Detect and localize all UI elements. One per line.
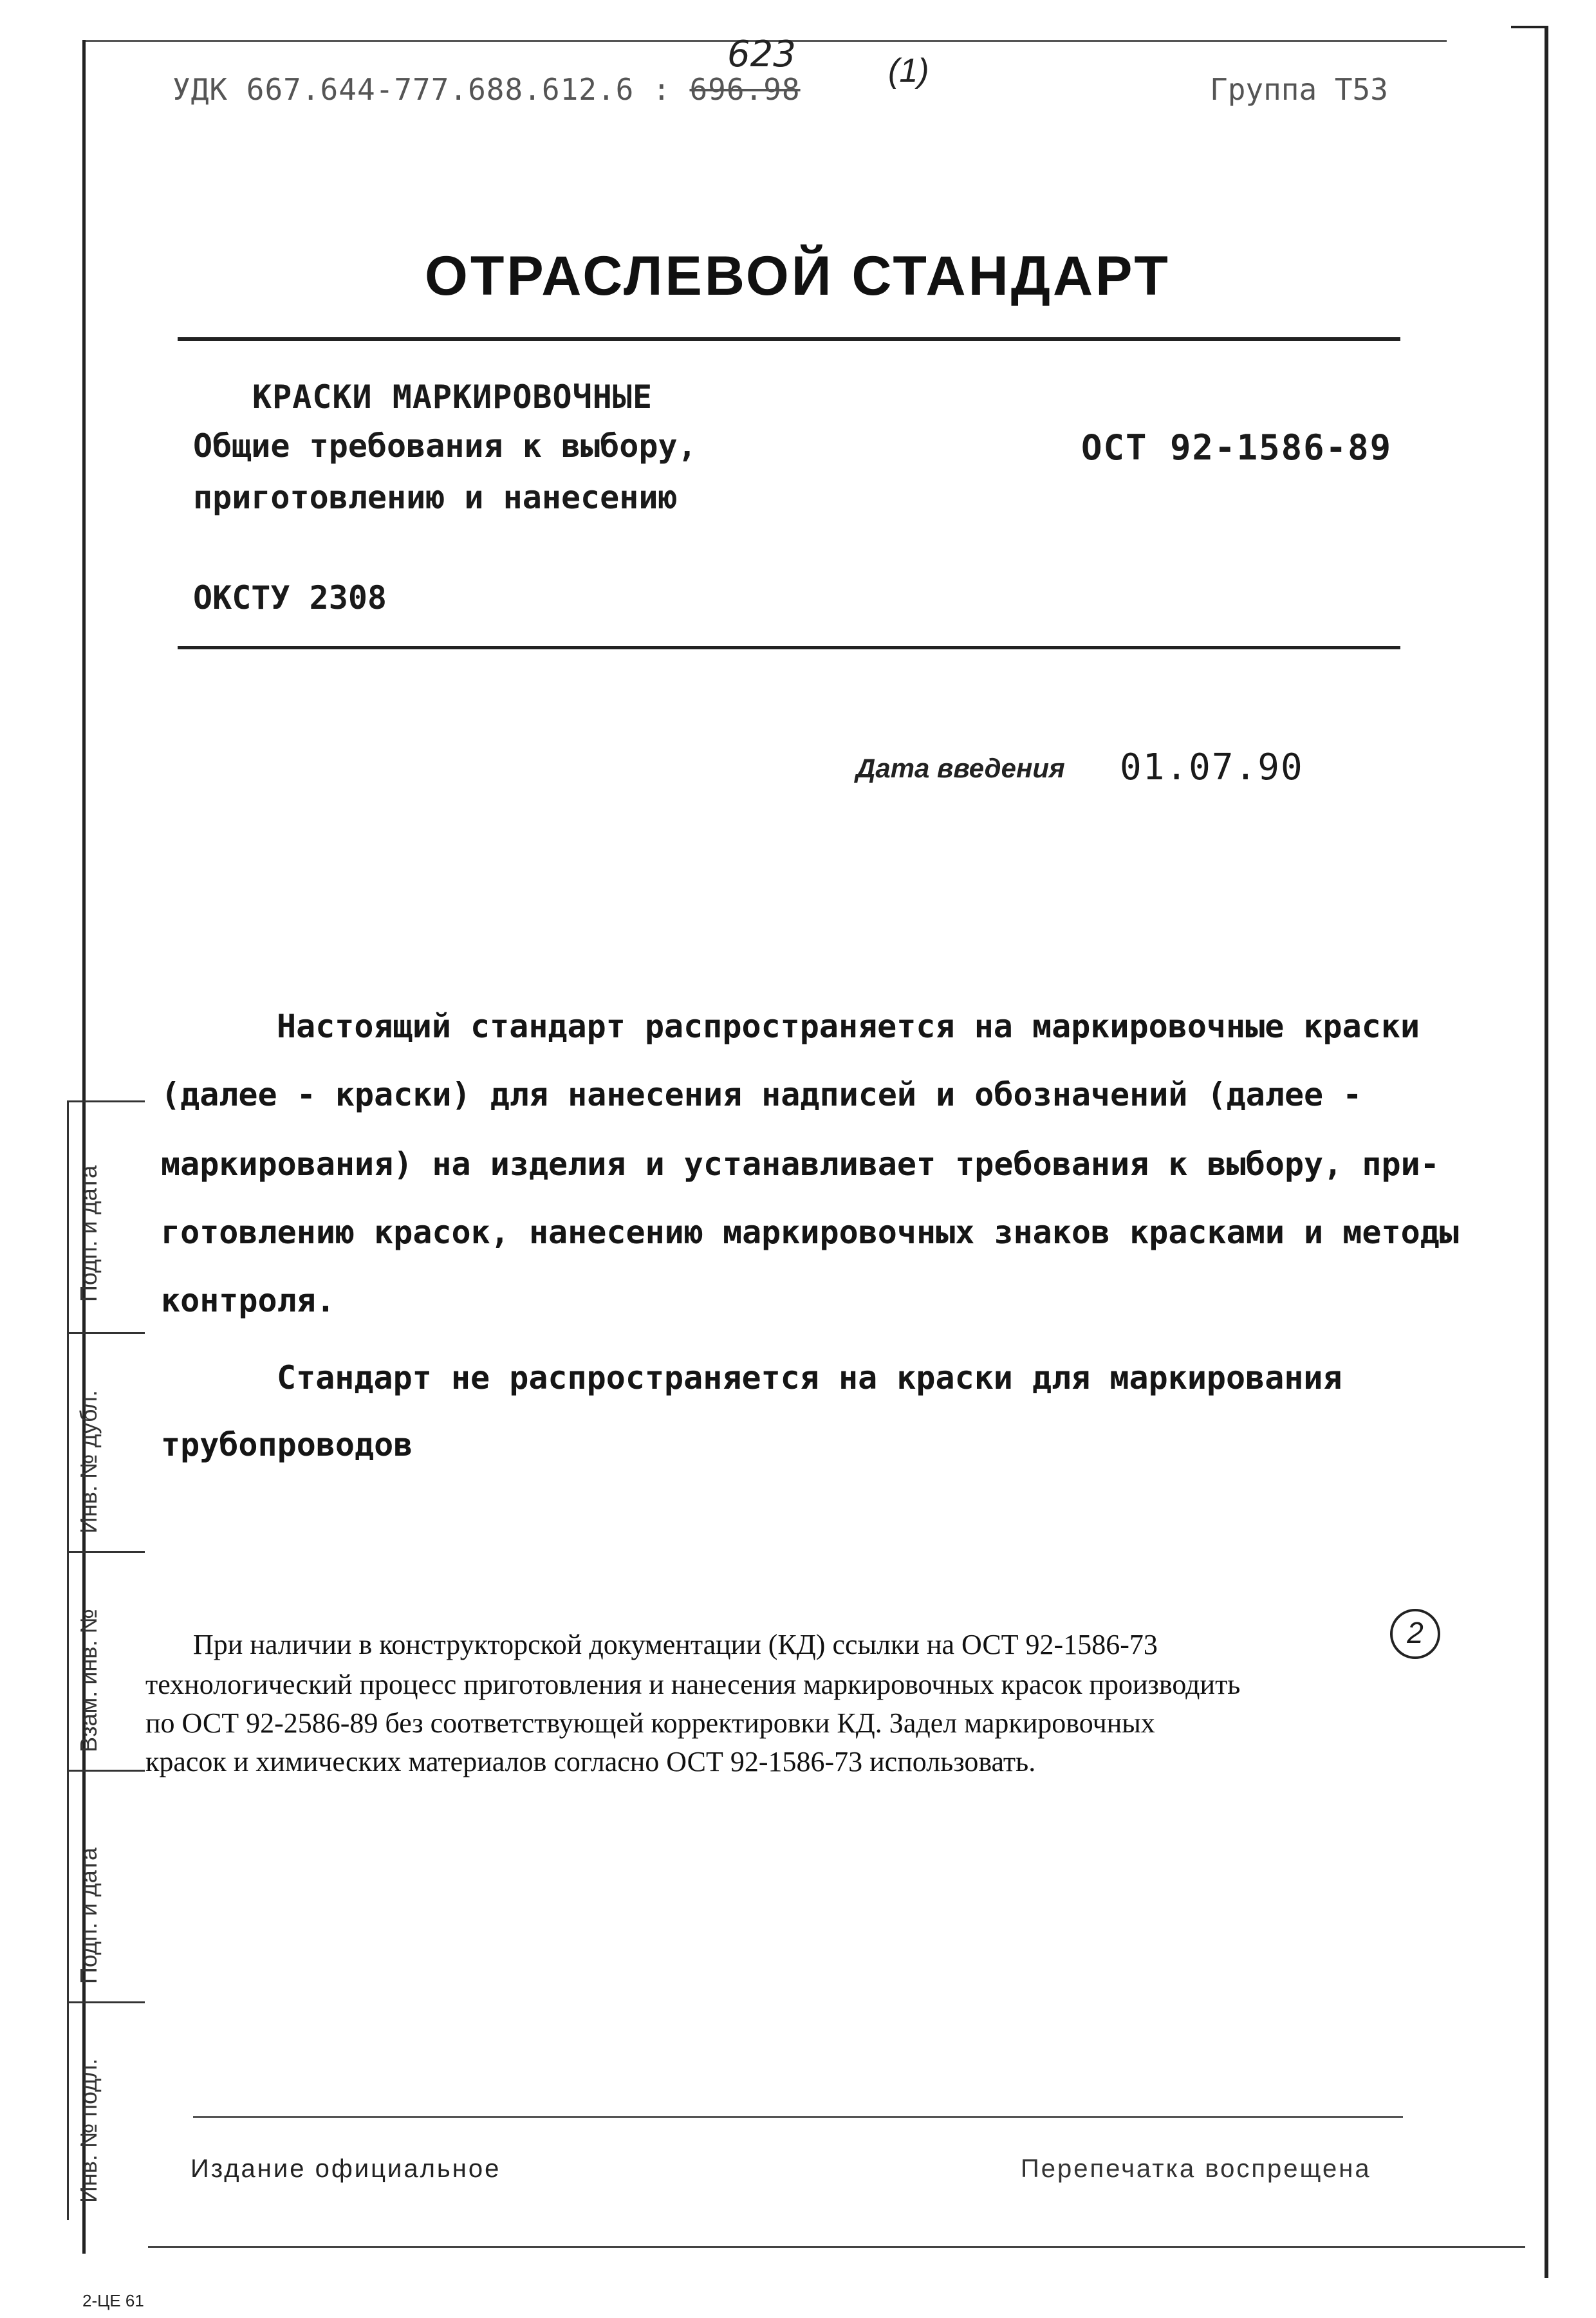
frame-right-line bbox=[1545, 26, 1548, 2278]
corner-code: 2-ЦЕ 61 bbox=[82, 2291, 144, 2310]
standard-name-line3: приготовлению и нанесению bbox=[193, 479, 678, 516]
note-line: технологический процесс приготовления и нанесения маркировочных красок производить bbox=[145, 1669, 1241, 1700]
body-line: контроля. bbox=[161, 1282, 335, 1319]
side-stamp-cell bbox=[69, 1770, 145, 2003]
footer-reprint-notice: Перепечатка воспрещена bbox=[1021, 2155, 1371, 2183]
circle-mark-2: 2 bbox=[1390, 1609, 1440, 1659]
side-stamp-label: Инв. № дубл. bbox=[75, 1390, 102, 1534]
footer-edition: Издание официальное bbox=[190, 2155, 501, 2183]
udk-struck-number: 696.98 bbox=[689, 72, 801, 107]
okstu-code: ОКСТУ 2308 bbox=[193, 579, 387, 617]
side-stamp-label: Инв. № подл. bbox=[75, 2058, 102, 2203]
standard-name-line1: КРАСКИ МАРКИРОВОЧНЫЕ bbox=[252, 378, 653, 416]
side-stamp-cell bbox=[69, 1100, 145, 1334]
note-line: красок и химических материалов согласно ОСТ 92-1586-73 использовать. bbox=[145, 1746, 1036, 1777]
circle-mark-1: (1) bbox=[888, 52, 929, 89]
body-line: Стандарт не распространяется на краски для маркирования bbox=[277, 1359, 1342, 1396]
body-line: трубопроводов bbox=[161, 1426, 413, 1463]
standard-number: ОСТ 92-1586-89 bbox=[1081, 427, 1393, 468]
body-line: готовлению красок, нанесению маркировочных знаков красками и методы bbox=[161, 1214, 1459, 1251]
group-code: Группа Т53 bbox=[1210, 72, 1388, 107]
standard-name-line2: Общие требования к выбору, bbox=[193, 427, 697, 465]
intro-date-value: 01.07.90 bbox=[1120, 746, 1304, 788]
note-line: При наличии в конструкторской документации (КД) ссылки на ОСТ 92-1586-73 bbox=[193, 1629, 1158, 1660]
title-rule bbox=[178, 337, 1400, 341]
standard-rule bbox=[178, 646, 1400, 649]
body-line: Настоящий стандарт распространяется на маркировочные краски bbox=[277, 1008, 1420, 1045]
frame-bottom-line bbox=[148, 2246, 1525, 2248]
side-stamp-label: Подп. и дата bbox=[75, 1847, 102, 1984]
side-stamp-label: Взам. инв. № bbox=[75, 1608, 102, 1752]
side-stamp-label: Подп. и дата bbox=[75, 1165, 102, 1302]
intro-date-label: Дата введения bbox=[856, 753, 1065, 783]
document-title: ОТРАСЛЕВОЙ СТАНДАРТ bbox=[425, 245, 1171, 307]
udk-text: УДК 667.644-777.688.612.6 : bbox=[172, 72, 671, 107]
body-line: маркирования) на изделия и устанавливает требования к выбору, при- bbox=[161, 1145, 1440, 1183]
udk-code bbox=[172, 72, 801, 107]
side-stamp-cell bbox=[69, 2001, 145, 2222]
note-line: по ОСТ 92-2586-89 без соответствующей корректировки КД. Задел маркировочных bbox=[145, 1707, 1155, 1739]
circle-mark-1-value: 1 bbox=[899, 52, 918, 89]
side-stamp-cell bbox=[69, 1332, 145, 1553]
frame-right-corner bbox=[1511, 26, 1547, 28]
footer-rule bbox=[193, 2116, 1403, 2118]
body-line: (далее - краски) для нанесения надписей и обозначений (далее - bbox=[161, 1076, 1362, 1113]
handwritten-number: 623 bbox=[727, 33, 796, 75]
side-stamp-cell bbox=[69, 1551, 145, 1772]
side-stamp bbox=[67, 1100, 145, 2220]
